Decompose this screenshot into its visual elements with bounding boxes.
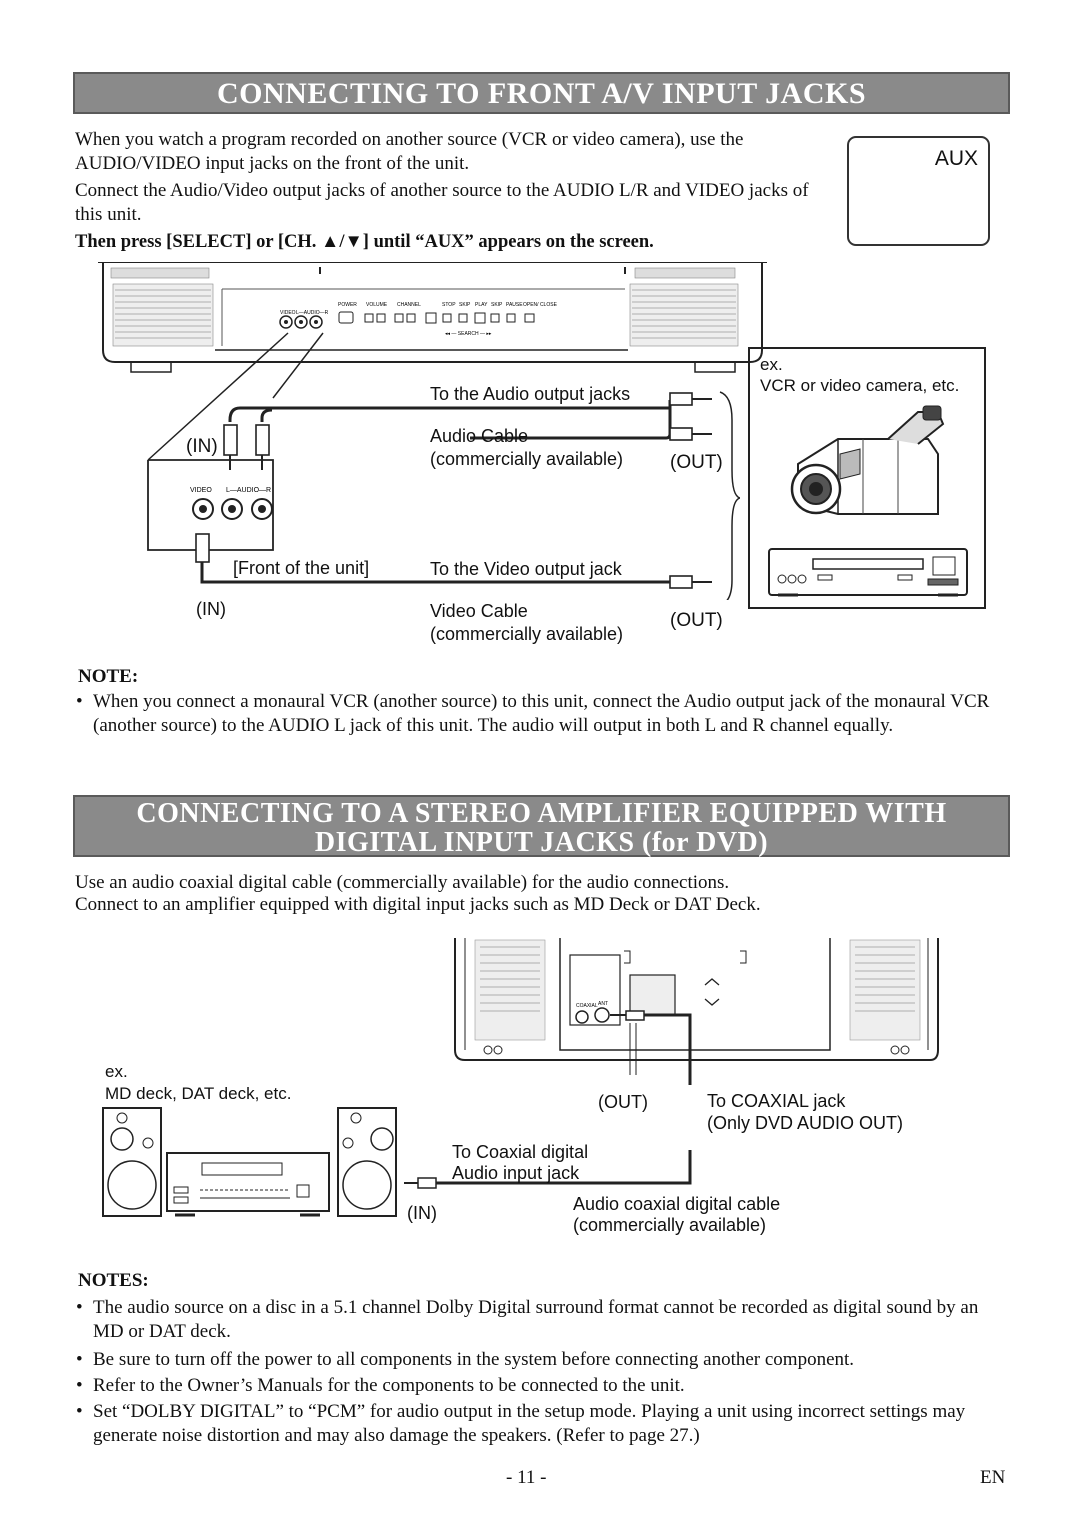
rear-coaxial-label: COAXIAL [576,1003,598,1009]
audio-cable-availability: (commercially available) [430,449,624,469]
intro-paragraph-1: When you watch a program recorded on another source (VCR or video camera), use the AUDIO/VIDEO input jacks on the front of the unit. [75,129,744,174]
front-of-unit-label: [Front of the unit] [233,558,370,578]
source-device-box [748,347,986,609]
section-title-front-av: CONNECTING TO FRONT A/V INPUT JACKS [73,72,1010,114]
front-in-label-audio: (IN) [186,436,218,457]
front-in-label-video: (IN) [196,599,226,619]
section2-paragraph-1: Use an audio coaxial digital cable (commercially available) for the audio connections. [75,872,730,893]
panel-label-stop: STOP [442,302,456,308]
note-item-2-text: Be sure to turn off the power to all components in the system before connecting another component. [93,1349,855,1370]
amplifier-out-label: (OUT) [598,1092,648,1112]
note-item: • When you connect a monaural VCR (another source) to this unit, connect the Audio output jack of the monaural VCR (another source) to the AUDIO L jack of this unit. The audio will output in both L and R channel equally. [76,691,990,736]
section2-paragraph-2: Connect to an amplifier equipped with digital input jacks such as MD Deck or DAT Deck. [75,894,761,915]
video-cable-availability: (commercially available) [430,624,624,644]
audio-cable-label: Audio Cable [430,426,529,446]
video-camera-icon [778,404,958,534]
section-title-line-1: CONNECTING TO A STEREO AMPLIFIER EQUIPPED WITH [136,798,947,829]
section-title-line-2: DIGITAL INPUT JACKS (for DVD) [314,827,769,858]
page-number: - 11 - [506,1467,547,1488]
front-jack-video-label: VIDEO [190,487,212,494]
intro-paragraph-2: Connect the Audio/Video output jacks of another source to the AUDIO L/R and VIDEO jacks of this unit. [75,180,809,225]
amplifier-ex-label: ex. [105,1062,128,1081]
panel-label-play: PLAY [475,302,488,308]
tv-rear-unit-diagram [450,935,950,1085]
panel-label-skip-forward: SKIP [491,302,503,308]
select-instruction: Then press [SELECT] or [CH. ▲/▼] until “AUX” appears on the screen. [75,232,654,252]
panel-label-channel: CHANNEL [397,302,421,308]
source-devices-label: VCR or video camera, etc. [760,376,960,395]
panel-label-power: POWER [338,302,357,308]
note-item-2: • Be sure to turn off the power to all components in the system before connecting another component. [76,1349,855,1370]
amplifier-in-label: (IN) [407,1203,437,1223]
note-item-3-text: Refer to the Owner’s Manuals for the components to be connected to the unit. [93,1375,685,1396]
panel-label-search: ◂◂ — SEARCH — ▸▸ [445,331,492,337]
note-item-4-text: Set “DOLBY DIGITAL” to “PCM” for audio output in the setup mode. Playing a unit using incorrect settings may generate noise distortion and may also damage the speakers. (Refer to page 27.) [93,1401,966,1446]
only-dvd-audio-out-label: (Only DVD AUDIO OUT) [707,1113,904,1133]
amplifier-speakers-icon [100,1105,400,1220]
panel-label-audio: L—AUDIO—R [296,310,329,316]
front-jack-audio-label: L—AUDIO—R [226,487,272,494]
rear-ant-label: ANT [598,1001,608,1007]
video-cable-label: Video Cable [430,601,528,621]
coaxial-cable-availability: (commercially available) [573,1215,767,1235]
section-title-stereo-amplifier [73,795,1010,857]
note-item-1-text: The audio source on a disc in a 5.1 channel Dolby Digital surround format cannot be recorded as digital sound by an MD or DAT deck. [93,1297,979,1342]
note-text: When you connect a monaural VCR (another source) to this unit, connect the Audio output jack of the monaural VCR (another source) to the AUDIO L jack of this unit. The audio will output in both L and R channel equally. [93,691,990,736]
language-code: EN [980,1467,1006,1488]
notes-heading: NOTES: [78,1270,149,1291]
panel-label-open-close: OPEN/ CLOSE [523,302,557,308]
panel-label-video: VIDEO [280,310,296,316]
aux-screen-label: AUX [934,147,978,170]
coaxial-cable-label: Audio coaxial digital cable [573,1194,781,1214]
to-audio-output-label: To the Audio output jacks [430,384,631,404]
aux-screen-illustration [847,136,990,246]
audio-out-label: (OUT) [670,452,723,473]
note-item-4: • Set “DOLBY DIGITAL” to “PCM” for audio output in the setup mode. Playing a unit using incorrect settings may generate noise distortion and may also damage the speakers. (Refer to page 27.) [76,1401,966,1446]
vcr-icon [768,547,968,602]
panel-label-skip-back: SKIP [459,302,471,308]
to-coaxial-digital-label: To Coaxial digital [452,1142,589,1162]
to-coaxial-jack-label: To COAXIAL jack [707,1091,846,1111]
to-video-output-label: To the Video output jack [430,559,622,579]
note-item-1: • The audio source on a disc in a 5.1 channel Dolby Digital surround format cannot be recorded as digital sound by an MD or DAT deck. [76,1297,979,1342]
note-item-3: • Refer to the Owner’s Manuals for the components to be connected to the unit. [76,1375,685,1396]
panel-label-volume: VOLUME [366,302,388,308]
amplifier-devices-label: MD deck, DAT deck, etc. [105,1084,292,1103]
panel-label-pause: PAUSE [506,302,523,308]
source-ex-label: ex. [760,355,783,374]
video-out-label: (OUT) [670,610,723,631]
note-heading: NOTE: [78,666,139,687]
audio-input-jack-label: Audio input jack [452,1163,580,1183]
